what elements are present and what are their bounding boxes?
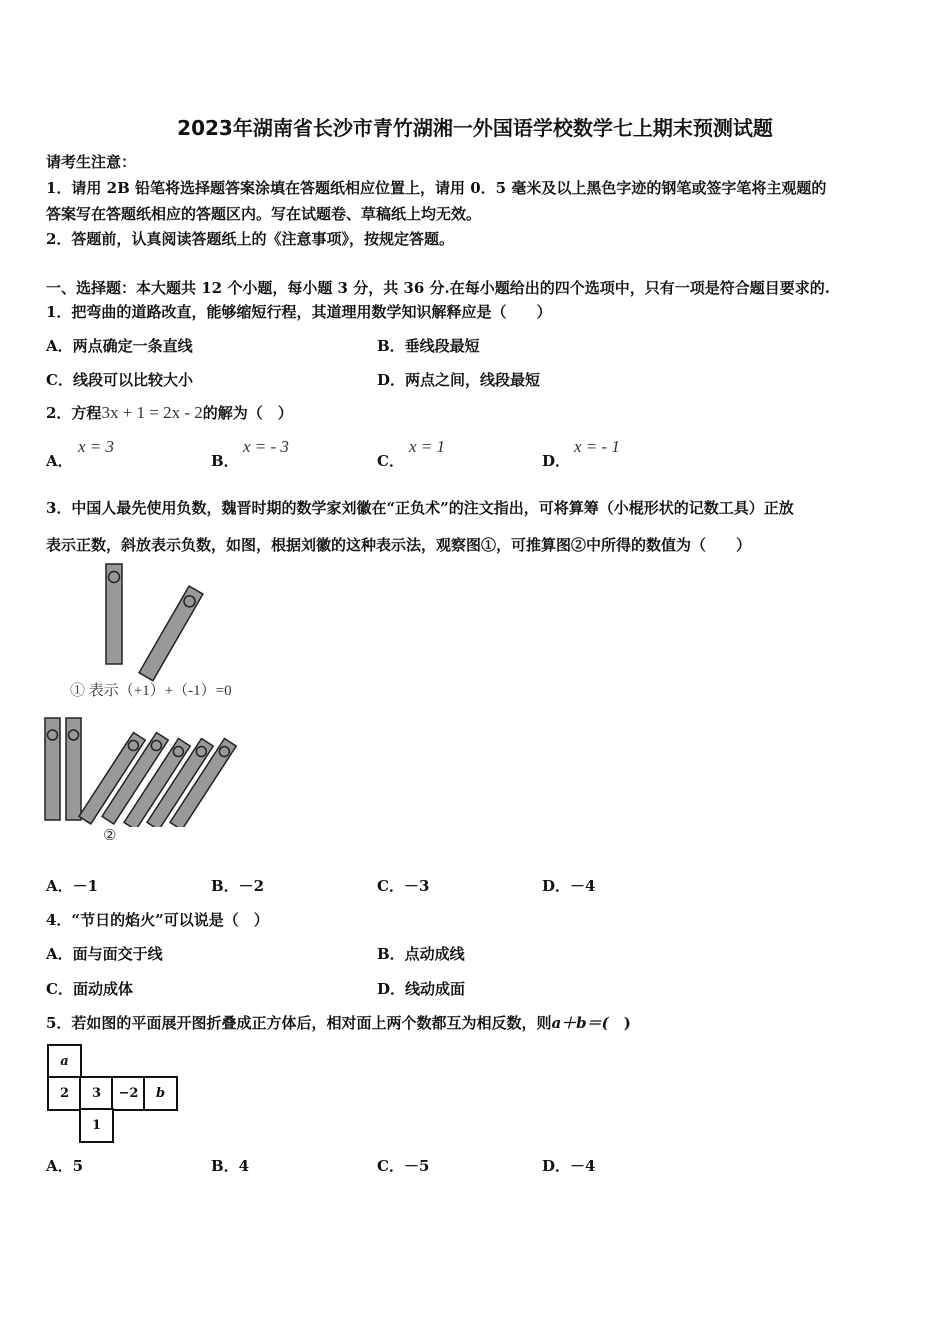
q2-option-b-value: x = - 3: [243, 437, 289, 456]
q5-option-d: D．－4: [542, 1157, 596, 1175]
q2-option-d-value: x = - 1: [574, 437, 620, 456]
q1-option-b: B．垂线段最短: [377, 337, 480, 355]
q3-option-d: D．－4: [542, 877, 596, 895]
upright-rod: [66, 718, 81, 820]
q2-option-d-label: D．: [542, 452, 571, 470]
notice-line-1: 1．请用 2B 铅笔将选择题答案涂填在答题纸相应位置上，请用 0．5 毫米及以上黑色字迹的钢笔或签字笔将主观题的: [46, 179, 827, 197]
q3-figure-2: [40, 712, 260, 827]
q1-option-a: A．两点确定一条直线: [46, 337, 193, 355]
q4-option-d: D．线动成面: [377, 980, 466, 998]
q2-option-a-value: x = 3: [78, 437, 115, 456]
q1-stem: 1．把弯曲的道路改直，能够缩短行程，其道理用数学知识解释应是（ ）: [46, 303, 552, 321]
q2-suffix: 的解为（ ）: [202, 404, 293, 422]
net-cell-4: b: [143, 1076, 178, 1111]
upright-rod: [106, 564, 122, 664]
q2-option-b-label: B．: [211, 452, 239, 470]
q5-stem-prefix: 5．若如图的平面展开图折叠成正方体后，相对面上两个数都互为相反数，则: [46, 1014, 552, 1032]
notice-line-3: 2．答题前，认真阅读答题纸上的《注意事项》，按规定答题。: [46, 230, 454, 248]
q1-option-c: C．线段可以比较大小: [46, 371, 193, 389]
q2-stem: [46, 402, 293, 423]
q1-option-d: D．两点之间，线段最短: [377, 371, 541, 389]
notice-heading: 请考生注意：: [46, 153, 137, 171]
q2-option-a-label: A．: [46, 452, 73, 470]
upright-rod: [45, 718, 60, 820]
q2-equation: 3x + 1 = 2x - 2: [101, 403, 203, 422]
net-cell-1: 2: [47, 1076, 82, 1111]
q2-option-c-value: x = 1: [409, 437, 446, 456]
net-cell-3: −2: [111, 1076, 146, 1111]
q4-option-b: B．点动成线: [377, 945, 465, 963]
q5-option-c: C．－5: [377, 1157, 430, 1175]
q3-stem-line-1: 3．中国人最先使用负数，魏晋时期的数学家刘徽在“正负术”的注文指出，可将算筹（小棍形状的记数工具）正放: [46, 499, 794, 517]
net-cell-top: a: [47, 1044, 82, 1079]
q3-stem-line-2: 表示正数，斜放表示负数，如图，根据刘徽的这种表示法，观察图①，可推算图②中所得的数值为（ ）: [46, 536, 752, 554]
notice-line-2: 答案写在答题纸相应的答题区内。写在试题卷、草稿纸上均无效。: [46, 205, 482, 223]
q3-figure-2-caption: ②: [103, 828, 117, 844]
q5-stem: [46, 1012, 631, 1033]
q5-option-a: A．5: [46, 1157, 84, 1175]
q3-option-c: C．－3: [377, 877, 430, 895]
q4-option-c: C．面动成体: [46, 980, 133, 998]
slanted-rod: [139, 586, 203, 681]
q3-figure-1: [60, 560, 280, 690]
q4-option-a: A．面与面交于线: [46, 945, 163, 963]
net-cell-bottom: 1: [79, 1108, 114, 1143]
q3-option-a: A．－1: [46, 877, 99, 895]
q2-option-c-label: C．: [377, 452, 404, 470]
q3-option-b: B．－2: [211, 877, 265, 895]
q5-option-b: B．4: [211, 1157, 250, 1175]
q4-stem: 4．“节日的焰火”可以说是（ ）: [46, 911, 269, 929]
net-cell-2: 3: [79, 1076, 114, 1111]
q2-prefix: 2．方程: [46, 404, 102, 422]
q3-figure-1-caption: ① 表示（+1）+（-1）=0: [70, 683, 232, 699]
page-title: 2023年湖南省长沙市青竹湖湘一外国语学校数学七上期末预测试题: [177, 116, 773, 140]
q5-stem-math: a＋b＝(: [551, 1014, 609, 1032]
q5-stem-suffix: ): [608, 1014, 631, 1032]
section-heading: 一、选择题：本大题共 12 个小题，每小题 3 分，共 36 分.在每小题给出的四个选项中，只有一项是符合题目要求的.: [46, 279, 830, 297]
